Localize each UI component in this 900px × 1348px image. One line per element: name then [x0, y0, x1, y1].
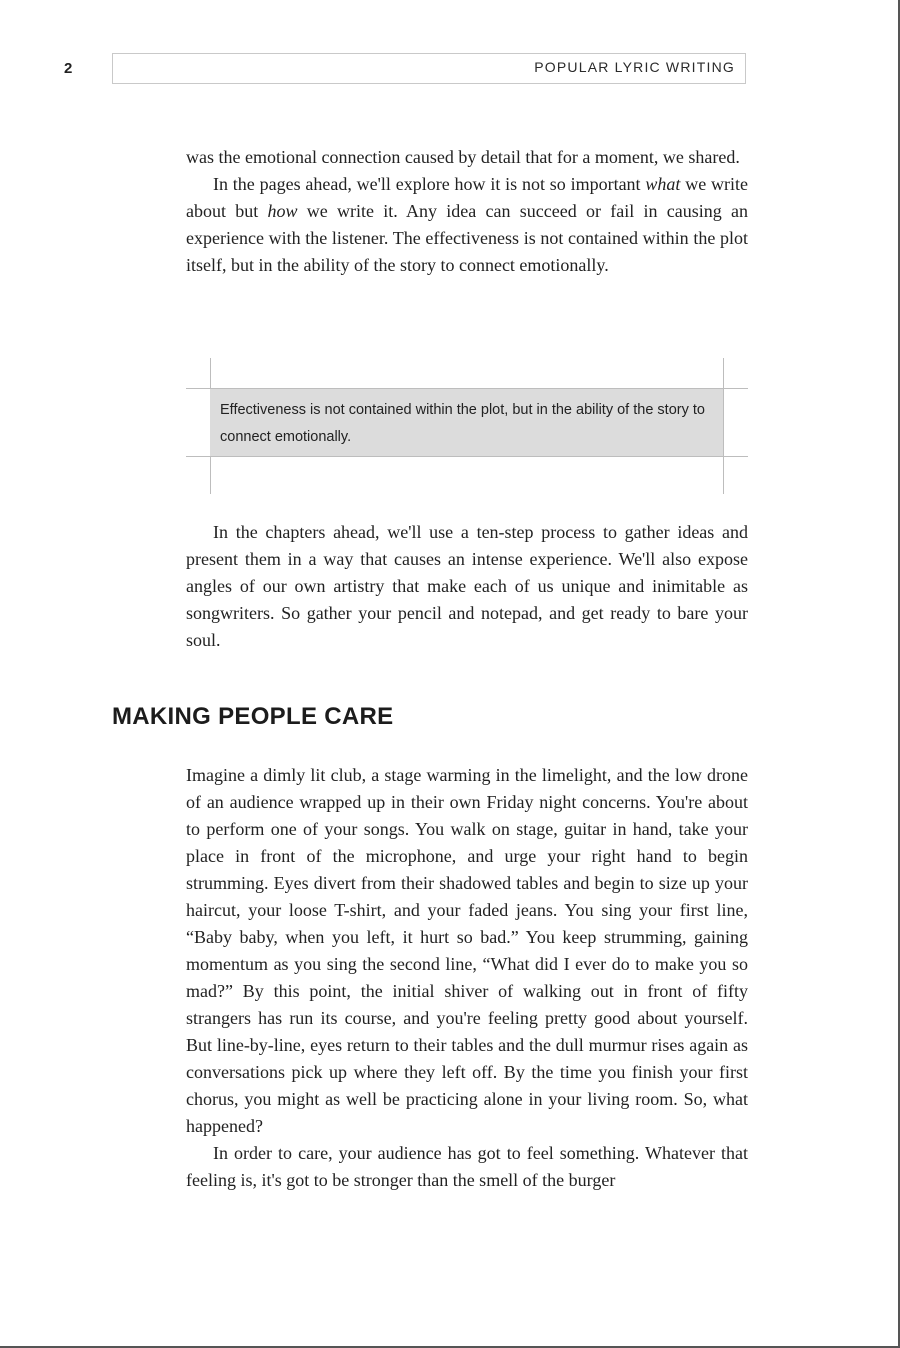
page-number: 2	[64, 60, 73, 77]
section-paragraph-1: Imagine a dimly lit club, a stage warming in the limelight, and the low drone of an audience wrapped up in their own Friday night concerns. You're about to perform one of your songs. You walk on stage, guitar in hand, take your place in front of the microphone, and urge your right hand to begin strumming. Eyes divert from their shadowed tables and begin to size up your haircut, your loose T-shirt, and your faded jeans. You sing your first line, “Baby baby, when you left, it hurt so bad.” You keep strumming, gaining momentum as you sing the second line, “What did I ever do to make you so mad?” By this point, the initial shiver of walking out in front of fifty strangers has run its course, and you're feeling pretty good about yourself. But line-by-line, eyes return to their tables and the dull murmur rises again as conversations pick up where they left off. By the time you finish your first chorus, you might as well be practicing alone in your living room. So, what happened?	[186, 765, 748, 1136]
intro-text-part3: we write it. Any idea can succeed or fail in causing an experience with the listener. The effectiveness is not contained within the plot itself, but in the ability of the story to connect emotionally.	[186, 201, 748, 275]
intro-emphasis-what: what	[645, 174, 681, 194]
running-head-title: POPULAR LYRIC WRITING	[534, 59, 735, 75]
section-paragraph-2: In order to care, your audience has got to feel something. Whatever that feeling is, it's got to be stronger than the smell of the burger	[186, 1143, 748, 1190]
chapters-text-block	[186, 519, 748, 654]
intro-text-block	[186, 144, 748, 279]
running-head	[112, 53, 746, 84]
pullquote	[186, 358, 748, 496]
pullquote-box	[210, 389, 723, 456]
pullquote-rule-bottom	[186, 456, 748, 457]
pullquote-rule-right	[723, 358, 724, 494]
section-heading: MAKING PEOPLE CARE	[112, 703, 394, 730]
intro-emphasis-how: how	[267, 201, 298, 221]
intro-paragraph	[186, 171, 748, 279]
pullquote-text: Effectiveness is not contained within the plot, but in the ability of the story to connect emotionally.	[220, 402, 705, 445]
intro-text-part2: we write about but	[186, 174, 748, 221]
intro-paragraph-continued: was the emotional connection caused by detail that for a moment, we shared.	[186, 147, 740, 167]
chapters-paragraph: In the chapters ahead, we'll use a ten-step process to gather ideas and present them in a way that causes an intense experience. We'll also expose angles of our own artistry that make each of us unique and inimitable as songwriters. So gather your pencil and notepad, and get ready to bare your soul.	[186, 522, 748, 650]
intro-text-part1: In the pages ahead, we'll explore how it is not so important	[213, 174, 646, 194]
section-text-block	[186, 762, 748, 1194]
